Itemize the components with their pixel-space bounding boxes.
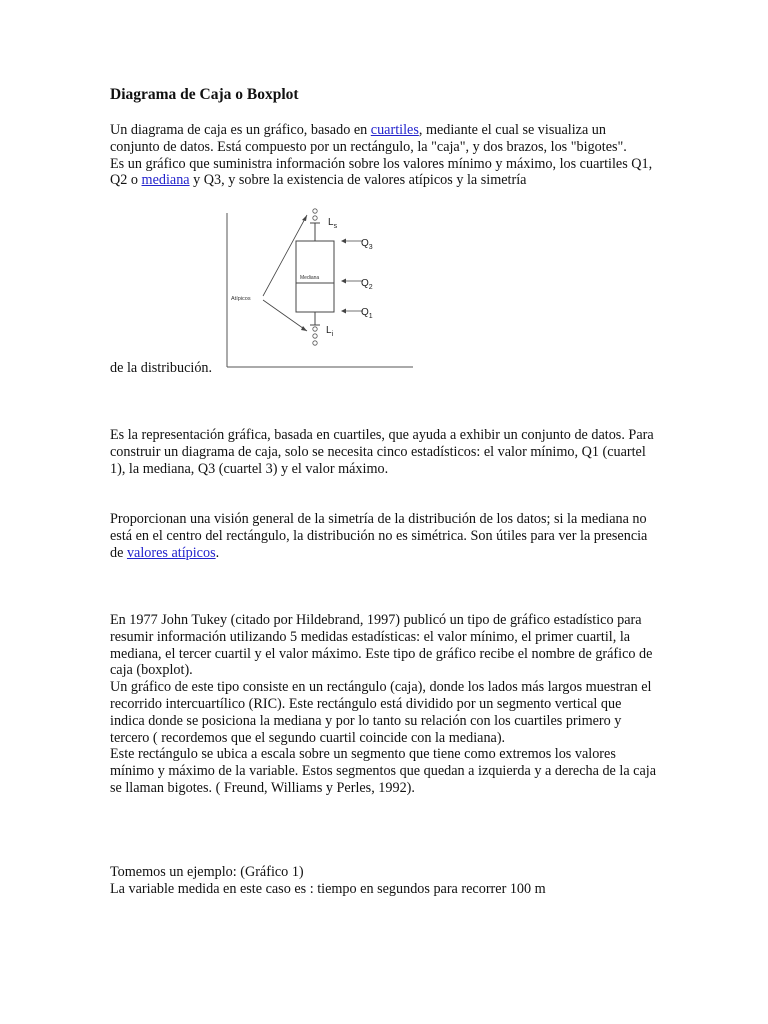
paragraph-definition: Es la representación gráfica, basada en cuartiles, que ayuda a exhibir un conjunto de datos. Para construir un diagrama de caja, solo se necesita cinco estadísticos: el valor mínimo, Q1 (cuartel 1), la mediana, Q3 (cuartel 3) y el valor máximo. [110,427,654,477]
link-mediana[interactable]: mediana [141,172,190,189]
outlier-bottom [313,341,317,345]
label-q3: $Q_3$ [361,238,373,251]
arrow-head-icon [302,215,307,221]
paragraph-symmetry [110,511,658,561]
label-mediana: Mediana [300,275,320,281]
text-segment: y Q3, y sobre la existencia de valores atípicos y la simetría [189,172,527,189]
paragraph-example [110,864,658,898]
arrow-head-icon [341,239,346,244]
pointer-line [263,300,307,331]
link-valores-atipicos[interactable]: valores atípicos [126,544,216,561]
arrow-head-icon [341,279,346,284]
paragraph-tukey [110,612,658,797]
label-ls: $L_s$ [328,217,338,230]
label-q2: $Q_2$ [361,278,373,291]
text-segment: Un gráfico de este tipo consiste en un rectángulo (caja), donde los lados más largos muestran el recorrido intercuartílico (RIC). Este rectángulo está dividido por un segmento vertical que indica donde se posiciona la mediana y por lo tanto su relación con los cuartiles primero y tercero ( recordemos que el segundo cuartil coincide con la mediana). [110,679,652,746]
text-segment: Un diagrama de caja es un gráfico, basado en [110,122,371,138]
text-segment: En 1977 John Tukey (citado por Hildebrand, 1997) publicó un tipo de gráfico estadístico para resumir información utilizando 5 medidas estadísticas: el valor mínimo, el primer cuartil, la mediana, el tercer cuartil y el valor máximo. Este tipo de gráfico recibe el nombre de gráfico de caja (boxplot). [110,612,653,679]
text-segment: Tomemos un ejemplo: (Gráfico 1) [110,864,304,880]
outlier-top [313,216,317,220]
outlier-top [313,209,317,213]
text-segment: La variable medida en este caso es : tiempo en segundos para recorrer 100 m [110,880,546,897]
pointer-line [263,215,307,296]
outlier-bottom [313,334,317,338]
paragraph-intro-end: de la distribución. [110,360,213,376]
text-segment: Este rectángulo se ubica a escala sobre un segmento que tiene como extremos los valores mínimo y máximo de la variable. Estos segmentos que quedan a izquierda y a derecha de la caja se llaman bigotes. ( Freund, Williams y Perles, 1992). [110,746,657,796]
arrow-head-icon [301,326,307,331]
link-cuartiles[interactable]: cuartiles [370,122,419,138]
label-li: $L_i$ [326,325,334,338]
document-title: Diagrama de Caja o Boxplot [110,86,299,103]
text-segment: . [215,544,220,561]
text-segment: Es un gráfico que suministra información sobre los valores mínimo y máximo, los cuartiles Q1, Q2 o [110,155,653,189]
label-q1: $Q_1$ [361,307,373,320]
outlier-bottom [313,327,317,331]
paragraph-intro [110,122,658,189]
text-segment: Proporcionan una visión general de la simetría de la distribución de los datos; si la mediana no está en el centro del rectángulo, la distribución no es simétrica. Son útiles para ver la presencia de [110,511,648,561]
text-segment: , mediante el cual se visualiza un conjunto de datos. Está compuesto por un rectángulo, la "caja", y dos brazos, los "bigotes". [110,122,627,155]
boxplot-diagram [215,203,420,373]
label-atipicos: Atípicos [231,296,251,302]
arrow-head-icon [341,309,346,314]
